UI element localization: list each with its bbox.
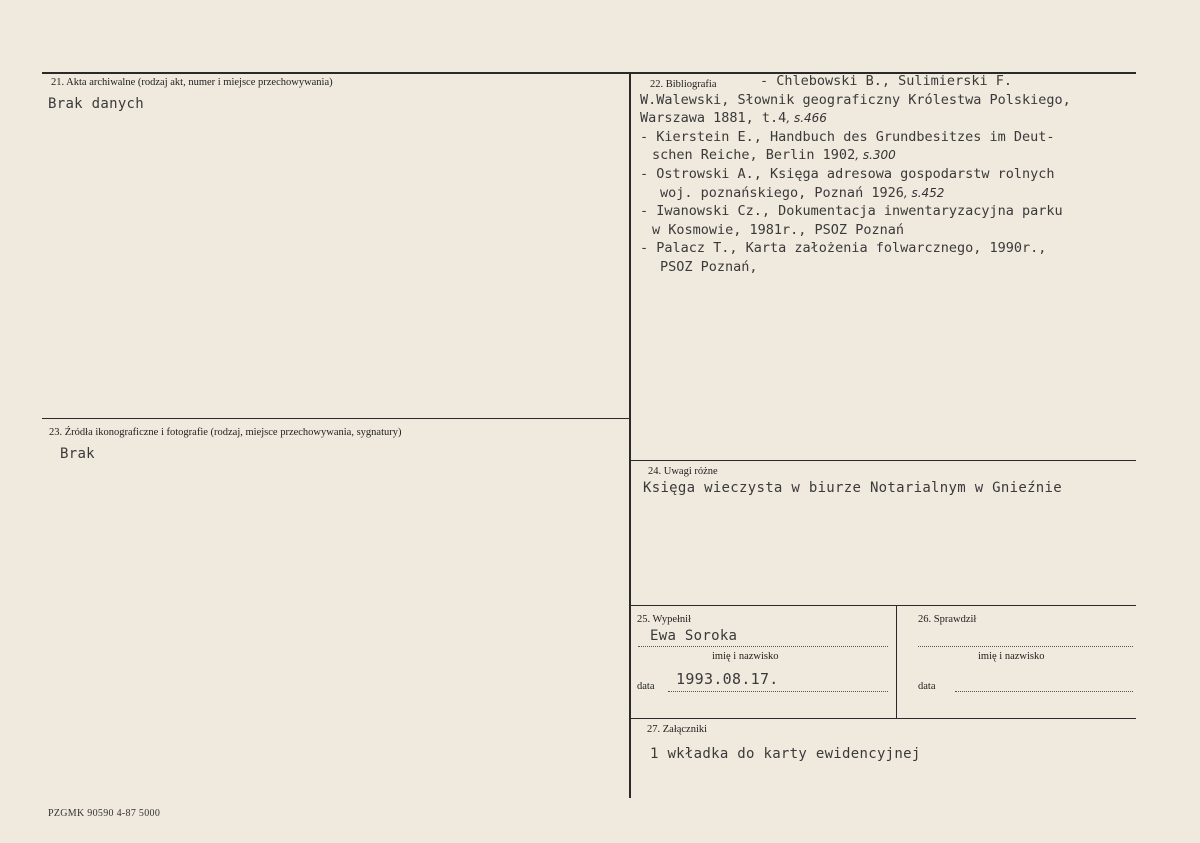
bibliography-line: - Kierstein E., Handbuch des Grundbesitzes im Deut- bbox=[640, 128, 1055, 145]
left-mid-rule bbox=[42, 418, 630, 419]
bibliography-line: schen Reiche, Berlin 1902, s.300 bbox=[652, 147, 896, 164]
filled-by-name: Ewa Soroka bbox=[650, 628, 738, 644]
filled-by-date: 1993.08.17. bbox=[676, 670, 779, 688]
section-22-label: 22. Bibliografia bbox=[650, 79, 717, 90]
section-24-label: 24. Uwagi różne bbox=[648, 466, 718, 477]
filled-by-name-caption: imię i nazwisko bbox=[712, 651, 779, 662]
handwritten-page-note: , s.452 bbox=[903, 185, 945, 200]
checked-by-date-line bbox=[955, 691, 1133, 692]
right-divider-25-26 bbox=[896, 605, 897, 718]
handwritten-page-note: , s.300 bbox=[855, 148, 896, 163]
section-21-label: 21. Akta archiwalne (rodzaj akt, numer i miejsce przechowywania) bbox=[51, 77, 333, 88]
section-23-label: 23. Źródła ikonograficzne i fotografie (rodzaj, miejsce przechowywania, sygnatury) bbox=[49, 427, 402, 438]
checked-by-name-line bbox=[918, 646, 1133, 647]
right-rule-27 bbox=[630, 718, 1136, 719]
section-25-label: 25. Wypełnił bbox=[637, 614, 692, 625]
handwritten-page-note: , s.466 bbox=[786, 111, 827, 126]
checked-by-name-caption: imię i nazwisko bbox=[978, 651, 1045, 662]
bibliography-line: - Palacz T., Karta założenia folwarcznego, 1990r., bbox=[640, 240, 1047, 257]
bibliography-line: W.Walewski, Słownik geograficzny Królestwa Polskiego, bbox=[640, 91, 1071, 108]
filled-by-date-line bbox=[668, 691, 888, 692]
section-24-value: Księga wieczysta w biurze Notarialnym w Gnieźnie bbox=[643, 480, 1062, 496]
bibliography-line: - Chlebowski B., Sulimierski F. bbox=[760, 73, 1012, 89]
checked-by-date-label: data bbox=[918, 681, 936, 692]
section-27-value: 1 wkładka do karty ewidencyjnej bbox=[650, 746, 921, 762]
bibliography-line: PSOZ Poznań, bbox=[660, 258, 758, 275]
filled-by-name-line bbox=[638, 646, 888, 647]
bibliography-line: woj. poznańskiego, Poznań 1926, s.452 bbox=[660, 184, 945, 201]
center-divider bbox=[629, 72, 631, 798]
right-rule-24 bbox=[630, 460, 1136, 461]
bibliography-line: Warszawa 1881, t.4, s.466 bbox=[640, 110, 827, 127]
right-rule-25 bbox=[630, 605, 1136, 606]
bibliography-list bbox=[640, 72, 1180, 277]
bibliography-line: w Kosmowie, 1981r., PSOZ Poznań bbox=[652, 221, 904, 238]
bibliography-line: - Ostrowski A., Księga adresowa gospodarstw rolnych bbox=[640, 165, 1055, 182]
filled-by-date-label: data bbox=[637, 681, 655, 692]
section-26-label: 26. Sprawdził bbox=[918, 614, 977, 625]
print-code: PZGMK 90590 4-87 5000 bbox=[48, 808, 161, 819]
bibliography-line: - Iwanowski Cz., Dokumentacja inwentaryzacyjna parku bbox=[640, 203, 1063, 220]
section-27-label: 27. Załączniki bbox=[647, 724, 708, 735]
section-23-value: Brak bbox=[60, 446, 95, 462]
section-21-value: Brak danych bbox=[48, 96, 145, 112]
